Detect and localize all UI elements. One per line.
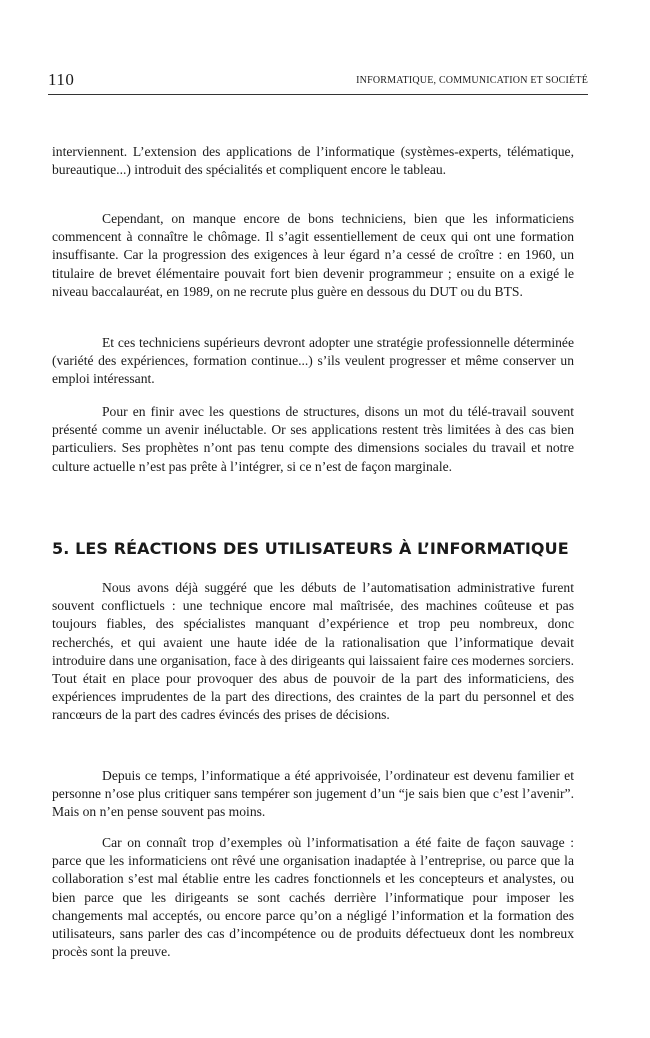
running-head xyxy=(48,70,588,90)
page-number: 110 xyxy=(48,70,75,89)
paragraph-informatisation-sauvage: Car on connaît trop d’exemples où l’informatisation a été faite de façon sauvage : parce que les informaticiens ont rêvé une organisation inadaptée à l’entreprise, ou parce que la collaboration s’est mal établie entre les cadres fonctionnels et les concepteurs et analystes, ou bien parce que les dirigeants se sont cachés derrière l’informatique pour imposer les changements mal acceptés, ou encore parce qu’on a négligé l’information et la formation des utilisateurs, sans parler des cas d’incompétence ou de produits défectueux dont les nombreux procès sont la preuve. xyxy=(52,835,574,960)
section-heading: 5. LES RÉACTIONS DES UTILISATEURS À L’INFORMATIQUE xyxy=(52,539,569,558)
paragraph-techniciens-superieurs: Et ces techniciens supérieurs devront adopter une stratégie professionnelle déterminée (variété des expériences, formation continue...) s’ils veulent progresser et même conserver un emploi intéressant. xyxy=(52,335,574,387)
paragraph-informatique-apprivoisee: Depuis ce temps, l’informatique a été apprivoisée, l’ordinateur est devenu familier et personne n’ose plus critiquer sans tempérer son jugement d’un “je sais bien que c’est l’avenir”. Mais on n’en pense souvent pas moins. xyxy=(52,768,574,820)
header-rule xyxy=(48,94,588,95)
running-title: INFORMATIQUE, COMMUNICATION ET SOCIÉTÉ xyxy=(356,75,588,86)
paragraph-techniciens: Cependant, on manque encore de bons techniciens, bien que les informaticiens commencent à connaître le chômage. Il s’agit essentiellement de ceux qui ont une formation insuffisante. Car la progression des exigences à leur égard n’a cessé de croître : en 1960, un titulaire de brevet élémentaire pouvait fort bien devenir programmeur ; ensuite on a exigé le niveau baccalauréat, en 1989, on ne recrute plus guère en dessous du DUT ou du BTS. xyxy=(52,211,574,299)
paragraph-teletravail: Pour en finir avec les questions de structures, disons un mot du télé-travail souvent présenté comme un avenir inéluctable. Or ses applications restent très limitées à des cas bien particuliers. Ses prophètes n’ont pas tenu compte des dimensions sociales du travail et notre culture actuelle n’est pas prête à l’intégrer, si ce n’est de façon marginale. xyxy=(52,404,574,474)
paragraph-continuation: interviennent. L’extension des applications de l’informatique (systèmes-experts, télématique, bureautique...) introduit des spécialités et compliquent encore le tableau. xyxy=(52,144,574,178)
paragraph-debuts-automatisation: Nous avons déjà suggéré que les débuts de l’automatisation administrative furent souvent conflictuels : une technique encore mal maîtrisée, des machines coûteuse et pas toujours fiables, des spécialistes manquant d’expérience et trop peu nombreux, donc recherchés, et qui avaient une haute idée de la rationalisation que l’informatique devait introduire dans une organisation, face à des dirigeants qui laissaient faire ces modernes sorciers. Tout était en place pour provoquer des abus de pouvoir de la part des informaticiens, des expériences imprudentes de la part des directions, des craintes de la part du personnel et des rancœurs de la part des cadres évincés des prises de décisions. xyxy=(52,580,574,723)
